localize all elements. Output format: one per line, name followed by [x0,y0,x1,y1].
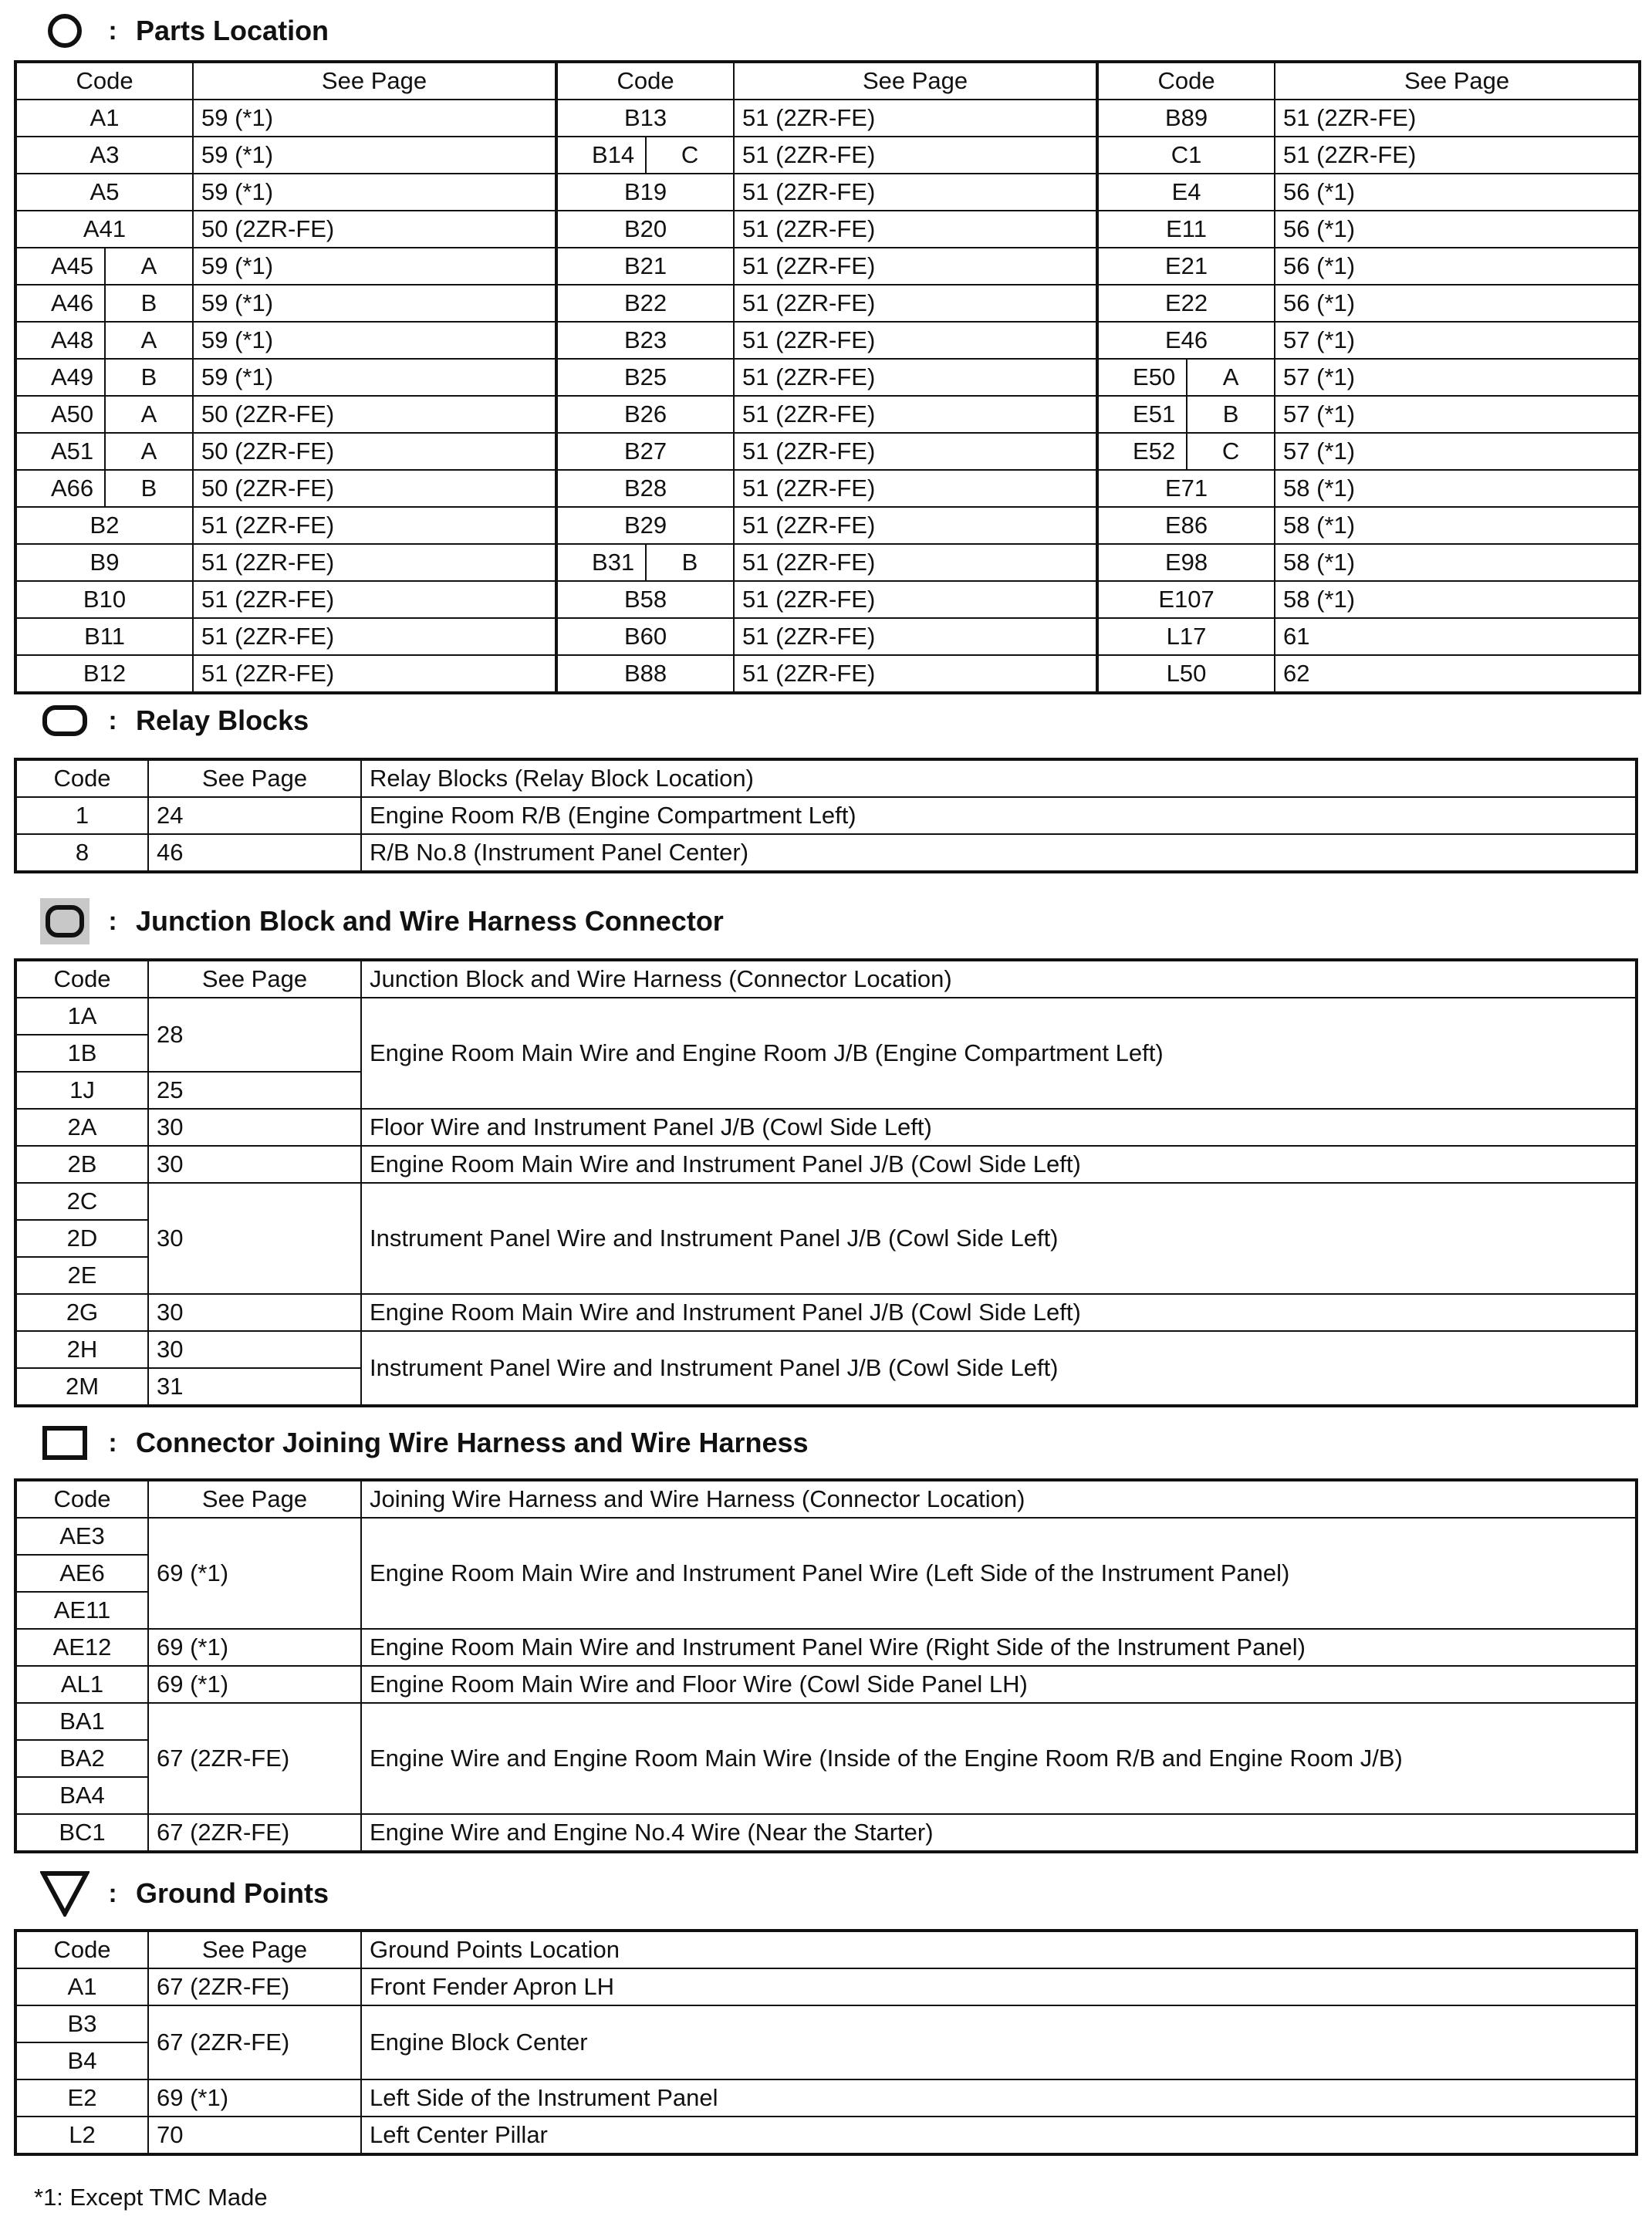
section-title: Parts Location [136,15,329,46]
code-cell: B31 [556,544,646,581]
header-row [15,759,1637,797]
see-page-cell: 67 (2ZR-FE) [148,1814,361,1852]
see-page-cell: 67 (2ZR-FE) [148,2005,361,2079]
circle-icon [40,8,90,54]
see-page-cell: 51 (2ZR-FE) [734,359,1097,396]
code-cell: B3 [15,2005,148,2042]
code-cell: 1J [15,1072,148,1109]
code-cell: B28 [556,470,734,507]
table-row [15,1703,1637,1740]
see-page-cell: 51 (2ZR-FE) [193,507,556,544]
see-page-cell: 51 (2ZR-FE) [734,470,1097,507]
table-row [15,1331,1637,1368]
see-page-cell: 57 (*1) [1275,433,1640,470]
see-page-cell: 25 [148,1072,361,1109]
table-row [15,359,1640,396]
see-page-cell: 51 (2ZR-FE) [1275,100,1640,137]
location-header: Joining Wire Harness and Wire Harness (Connector Location) [361,1480,1637,1518]
see-page-cell: 59 (*1) [193,100,556,137]
ground-points-header [40,1870,329,1917]
see-page-cell: 51 (2ZR-FE) [734,655,1097,693]
table-row [15,1814,1637,1852]
see-page-cell: 69 (*1) [148,1629,361,1666]
see-page-cell: 50 (2ZR-FE) [193,433,556,470]
table-row [15,581,1640,618]
code-cell: B10 [15,581,193,618]
code-cell: E22 [1097,285,1275,322]
code-cell: 8 [15,834,148,872]
connector-letter-cell: A [105,396,193,433]
header-colon: : [108,15,117,46]
code-cell: A46 [15,285,105,322]
see-page-header: See Page [734,62,1097,100]
table-row [15,618,1640,655]
see-page-cell: 30 [148,1146,361,1183]
code-cell: B9 [15,544,193,581]
code-cell: E51 [1097,396,1187,433]
code-cell: B25 [556,359,734,396]
see-page-cell: 70 [148,2117,361,2154]
see-page-cell: 58 (*1) [1275,470,1640,507]
see-page-header: See Page [148,960,361,998]
location-header: Junction Block and Wire Harness (Connector Location) [361,960,1637,998]
section-title: Connector Joining Wire Harness and Wire Harness [136,1427,809,1458]
table-row [15,285,1640,322]
section-title: Relay Blocks [136,704,309,736]
code-header: Code [15,62,193,100]
code-cell: B14 [556,137,646,174]
connector-letter-cell: B [105,359,193,396]
location-cell: Front Fender Apron LH [361,1968,1637,2005]
see-page-cell: 51 (2ZR-FE) [734,174,1097,211]
code-cell: B20 [556,211,734,248]
location-cell: Instrument Panel Wire and Instrument Panel J/B (Cowl Side Left) [361,1183,1637,1294]
connector-letter-cell: A [105,322,193,359]
code-cell: BA1 [15,1703,148,1740]
see-page-cell: 59 (*1) [193,359,556,396]
code-cell: L50 [1097,655,1275,693]
code-cell: E98 [1097,544,1275,581]
table-row [15,1968,1637,2005]
table-row [15,396,1640,433]
location-cell: Engine Room R/B (Engine Compartment Left) [361,797,1637,834]
connector-letter-cell: C [646,137,734,174]
table-row [15,211,1640,248]
code-cell: E52 [1097,433,1187,470]
header-colon: : [108,1427,117,1458]
code-cell: 2G [15,1294,148,1331]
code-cell: L17 [1097,618,1275,655]
see-page-cell: 30 [148,1331,361,1368]
see-page-cell: 59 (*1) [193,322,556,359]
see-page-cell: 51 (2ZR-FE) [734,285,1097,322]
see-page-cell: 50 (2ZR-FE) [193,396,556,433]
code-cell: 1 [15,797,148,834]
section-title: Ground Points [136,1877,329,1909]
junction-block-table [14,958,1638,1407]
ground-points-table [14,1929,1638,2156]
location-cell: Engine Room Main Wire and Instrument Panel J/B (Cowl Side Left) [361,1146,1637,1183]
see-page-cell: 51 (2ZR-FE) [734,322,1097,359]
code-cell: AE3 [15,1518,148,1555]
connector-joining-table [14,1478,1638,1853]
see-page-cell: 56 (*1) [1275,248,1640,285]
code-cell: B88 [556,655,734,693]
table-row [15,998,1637,1035]
code-cell: B12 [15,655,193,693]
code-cell: B13 [556,100,734,137]
table-row [15,1518,1637,1555]
code-header: Code [1097,62,1275,100]
see-page-cell: 69 (*1) [148,2079,361,2117]
code-cell: 2E [15,1257,148,1294]
parts-location-table [14,60,1641,694]
see-page-header: See Page [1275,62,1640,100]
see-page-cell: 28 [148,998,361,1072]
location-cell: Floor Wire and Instrument Panel J/B (Cowl Side Left) [361,1109,1637,1146]
see-page-header: See Page [148,1480,361,1518]
code-cell: AE6 [15,1555,148,1592]
section-title: Junction Block and Wire Harness Connector [136,905,724,937]
code-cell: 2C [15,1183,148,1220]
code-cell: A45 [15,248,105,285]
code-cell: AE12 [15,1629,148,1666]
table-row [15,544,1640,581]
code-cell: B29 [556,507,734,544]
location-cell: Engine Wire and Engine Room Main Wire (Inside of the Engine Room R/B and Engine Room J/B) [361,1703,1637,1814]
code-cell: A50 [15,396,105,433]
code-cell: B4 [15,2042,148,2079]
code-cell: B11 [15,618,193,655]
connector-letter-cell: B [646,544,734,581]
code-cell: 2B [15,1146,148,1183]
code-cell: A41 [15,211,193,248]
see-page-cell: 51 (2ZR-FE) [734,211,1097,248]
code-header: Code [15,1931,148,1968]
location-cell: Engine Room Main Wire and Floor Wire (Cowl Side Panel LH) [361,1666,1637,1703]
table-row [15,248,1640,285]
table-row [15,2117,1637,2154]
location-cell: Engine Room Main Wire and Engine Room J/B (Engine Compartment Left) [361,998,1637,1109]
connector-letter-cell: B [105,470,193,507]
location-cell: Engine Wire and Engine No.4 Wire (Near the Starter) [361,1814,1637,1852]
table-row [15,1629,1637,1666]
location-header: Ground Points Location [361,1931,1637,1968]
code-cell: 2H [15,1331,148,1368]
code-cell: B27 [556,433,734,470]
code-cell: A48 [15,322,105,359]
code-cell: E86 [1097,507,1275,544]
see-page-cell: 46 [148,834,361,872]
see-page-cell: 30 [148,1109,361,1146]
location-cell: R/B No.8 (Instrument Panel Center) [361,834,1637,872]
code-cell: A5 [15,174,193,211]
connector-letter-cell: A [105,248,193,285]
see-page-cell: 24 [148,797,361,834]
see-page-cell: 31 [148,1368,361,1406]
see-page-cell: 51 (2ZR-FE) [734,100,1097,137]
location-cell: Left Center Pillar [361,2117,1637,2154]
see-page-cell: 67 (2ZR-FE) [148,1703,361,1814]
see-page-cell: 50 (2ZR-FE) [193,211,556,248]
see-page-cell: 59 (*1) [193,248,556,285]
code-cell: BA4 [15,1777,148,1814]
header-colon: : [108,1878,117,1908]
table-row [15,1146,1637,1183]
see-page-cell: 67 (2ZR-FE) [148,1968,361,2005]
table-row [15,507,1640,544]
see-page-cell: 51 (2ZR-FE) [734,544,1097,581]
connector-joining-header [40,1420,809,1466]
code-cell: E71 [1097,470,1275,507]
header-row [15,1480,1637,1518]
code-cell: A51 [15,433,105,470]
see-page-cell: 51 (2ZR-FE) [734,248,1097,285]
parts-location-header [40,8,329,54]
junction-block-header [40,898,724,944]
see-page-cell: 58 (*1) [1275,581,1640,618]
code-cell: A1 [15,1968,148,2005]
see-page-cell: 51 (2ZR-FE) [734,396,1097,433]
see-page-cell: 51 (2ZR-FE) [734,581,1097,618]
see-page-cell: 59 (*1) [193,285,556,322]
see-page-cell: 51 (2ZR-FE) [193,581,556,618]
see-page-header: See Page [148,759,361,797]
table-row [15,470,1640,507]
see-page-cell: 51 (2ZR-FE) [193,655,556,693]
see-page-cell: 56 (*1) [1275,211,1640,248]
see-page-cell: 56 (*1) [1275,174,1640,211]
code-cell: A3 [15,137,193,174]
table-row [15,655,1640,693]
table-row [15,137,1640,174]
see-page-cell: 57 (*1) [1275,396,1640,433]
table-row [15,174,1640,211]
table-row [15,1294,1637,1331]
triangle-icon [40,1870,90,1917]
header-row [15,960,1637,998]
see-page-cell: 56 (*1) [1275,285,1640,322]
code-cell: A1 [15,100,193,137]
location-cell: Engine Room Main Wire and Instrument Panel J/B (Cowl Side Left) [361,1294,1637,1331]
code-cell: B19 [556,174,734,211]
table-row [15,2079,1637,2117]
connector-letter-cell: A [1187,359,1275,396]
table-row [15,834,1637,872]
shaded-rounded-rect-icon [40,898,90,944]
see-page-header: See Page [193,62,556,100]
square-icon [40,1420,90,1466]
table-row [15,2005,1637,2042]
see-page-header: See Page [148,1931,361,1968]
code-header: Code [15,759,148,797]
code-cell: A49 [15,359,105,396]
code-cell: E2 [15,2079,148,2117]
see-page-cell: 51 (2ZR-FE) [734,433,1097,470]
location-header: Relay Blocks (Relay Block Location) [361,759,1637,797]
table-row [15,1109,1637,1146]
connector-letter-cell: A [105,433,193,470]
see-page-cell: 51 (2ZR-FE) [734,507,1097,544]
code-cell: B26 [556,396,734,433]
code-header: Code [556,62,734,100]
code-cell: AE11 [15,1592,148,1629]
header-row [15,1931,1637,1968]
code-cell: E107 [1097,581,1275,618]
code-header: Code [15,1480,148,1518]
code-cell: E50 [1097,359,1187,396]
code-cell: B22 [556,285,734,322]
see-page-cell: 51 (2ZR-FE) [734,618,1097,655]
code-cell: BC1 [15,1814,148,1852]
table-row [15,797,1637,834]
table-row [15,1666,1637,1703]
see-page-cell: 61 [1275,618,1640,655]
see-page-cell: 69 (*1) [148,1518,361,1629]
table-row [15,1183,1637,1220]
header-row [15,62,1640,100]
location-cell: Engine Room Main Wire and Instrument Panel Wire (Left Side of the Instrument Panel) [361,1518,1637,1629]
code-header: Code [15,960,148,998]
see-page-cell: 51 (2ZR-FE) [1275,137,1640,174]
code-cell: 1A [15,998,148,1035]
code-cell: E46 [1097,322,1275,359]
header-colon: : [108,705,117,735]
code-cell: B58 [556,581,734,618]
location-cell: Engine Room Main Wire and Instrument Panel Wire (Right Side of the Instrument Panel) [361,1629,1637,1666]
see-page-cell: 51 (2ZR-FE) [193,618,556,655]
see-page-cell: 58 (*1) [1275,507,1640,544]
see-page-cell: 59 (*1) [193,137,556,174]
see-page-cell: 59 (*1) [193,174,556,211]
code-cell: 2M [15,1368,148,1406]
rounded-rect-icon [40,698,90,744]
table-row [15,100,1640,137]
code-cell: 2A [15,1109,148,1146]
code-cell: BA2 [15,1740,148,1777]
code-cell: B60 [556,618,734,655]
see-page-cell: 62 [1275,655,1640,693]
location-cell: Left Side of the Instrument Panel [361,2079,1637,2117]
code-cell: B21 [556,248,734,285]
code-cell: L2 [15,2117,148,2154]
header-colon: : [108,906,117,936]
code-cell: 2D [15,1220,148,1257]
code-cell: B89 [1097,100,1275,137]
code-cell: E21 [1097,248,1275,285]
connector-letter-cell: C [1187,433,1275,470]
see-page-cell: 51 (2ZR-FE) [193,544,556,581]
code-cell: 1B [15,1035,148,1072]
code-cell: C1 [1097,137,1275,174]
code-cell: E11 [1097,211,1275,248]
see-page-cell: 51 (2ZR-FE) [734,137,1097,174]
code-cell: AL1 [15,1666,148,1703]
code-cell: E4 [1097,174,1275,211]
see-page-cell: 50 (2ZR-FE) [193,470,556,507]
table-row [15,433,1640,470]
see-page-cell: 30 [148,1294,361,1331]
connector-letter-cell: B [1187,396,1275,433]
see-page-cell: 57 (*1) [1275,359,1640,396]
table-row [15,322,1640,359]
see-page-cell: 69 (*1) [148,1666,361,1703]
location-cell: Instrument Panel Wire and Instrument Panel J/B (Cowl Side Left) [361,1331,1637,1406]
footnote: *1: Except TMC Made [34,2184,268,2211]
see-page-cell: 58 (*1) [1275,544,1640,581]
see-page-cell: 57 (*1) [1275,322,1640,359]
relay-blocks-table [14,758,1638,873]
connector-letter-cell: B [105,285,193,322]
relay-blocks-header [40,698,309,744]
see-page-cell: 30 [148,1183,361,1294]
code-cell: A66 [15,470,105,507]
code-cell: B23 [556,322,734,359]
code-cell: B2 [15,507,193,544]
location-cell: Engine Block Center [361,2005,1637,2079]
